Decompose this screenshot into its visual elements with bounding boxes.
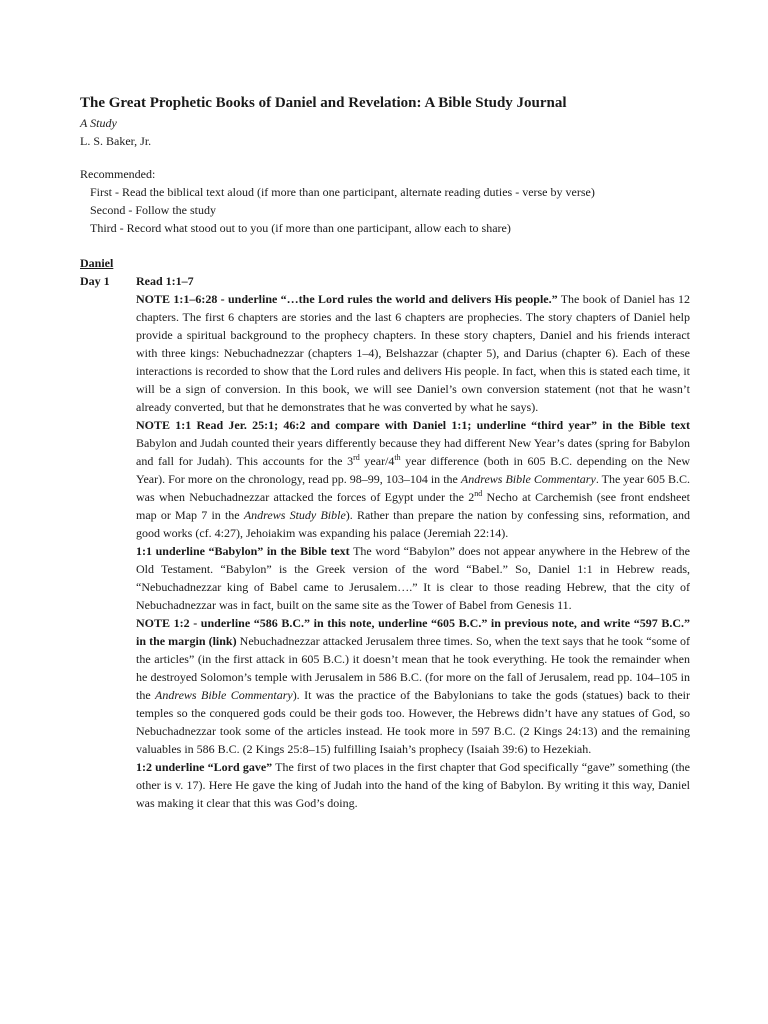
note-body: The first of two places in the first chapter that God specifically “gave” something (the other is v. 17). Here He gave the king of Judah into the hand of the king of Babylon. By writing it this way, Daniel was making it clear that this was God’s doing. <box>136 760 690 810</box>
recommended-heading: Recommended: <box>80 167 156 181</box>
document-title: The Great Prophetic Books of Daniel and Revelation: A Bible Study Journal <box>80 95 567 111</box>
book-reference: Andrews Bible Commentary <box>155 688 293 702</box>
note-heading: 1:1 underline “Babylon” in the Bible text <box>136 544 350 558</box>
note-body: The book of Daniel has 12 chapters. The first 6 chapters are stories and the last 6 chapters are prophecies. The story chapters of Daniel help provide a spiritual background to the prophecy chapters. In these story chapters, Daniel and his friends interact with three kings: Nebuchadnezzar (chapters 1–4), Belshazzar (chapter 5), and Darius (chapter 6). Each of these interactions is recorded to show that the Lord rules and delivers His people. In fact, when this is stated each time, it will be a sign of conversion. In this book, we will see Daniel’s own conversion statement (not that he wasn’t already converted, but that he demonstrates that he was converted by what he says). <box>136 292 690 414</box>
note-body: Necho at Carchemish (see front endsheet map or Map 7 in the <box>136 490 690 522</box>
book-reference: Andrews Bible Commentary <box>460 472 596 486</box>
note-heading: NOTE 1:1–6:28 - underline “…the Lord rules the world and delivers His people.” <box>136 292 558 306</box>
note-body: Nebuchadnezzar attacked Jerusalem three times. So, when the text says that he took “some of the articles” (in the first attack in 605 B.C.) it doesn’t mean that he took everything. He took the remainder when he destroyed Solomon’s temple with Jerusalem in 586 B.C. (for more on the fall of Jerusalem, read pp. 104–105 in the <box>136 634 690 702</box>
note-paragraph <box>136 614 690 758</box>
note-paragraph <box>136 758 690 812</box>
document-subtitle: A Study <box>80 116 117 130</box>
recommended-item-third: Third - Record what stood out to you (if more than one participant, allow each to share) <box>90 221 511 235</box>
day-label: Day 1 <box>80 274 110 288</box>
note-heading: NOTE 1:2 - underline “586 B.C.” in this note, underline “605 B.C.” in previous note, and write “597 B.C.” in the margin (link) <box>136 616 690 648</box>
book-reference: Andrews Study Bible <box>243 508 346 522</box>
section-heading: Daniel <box>80 256 114 270</box>
note-paragraph <box>136 290 690 416</box>
recommended-item-second: Second - Follow the study <box>90 203 216 217</box>
ordinal-suffix: nd <box>474 489 483 498</box>
day-row <box>80 272 690 290</box>
note-body: year/4 <box>359 454 395 468</box>
note-body: Babylon and Judah counted their years differently because they had different New Year’s dates (spring for Babylon and fall for Judah). This accounts for the 3 <box>136 436 690 468</box>
document-author: L. S. Baker, Jr. <box>80 134 152 148</box>
note-body: ). Rather than prepare the nation by confessing sins, reformation, and good works (cf. 4:27), Jehoiakim was expanding his palace (Jeremiah 22:14). <box>136 508 690 540</box>
note-body: . The year 605 B.C. was when Nebuchadnezzar attacked the forces of Egypt under the 2 <box>136 472 690 504</box>
note-heading: 1:2 underline “Lord gave” <box>136 760 273 774</box>
note-body: The word “Babylon” does not appear anywhere in the Hebrew of the Old Testament. “Babylon” is the Greek version of the word “Babel.” So, Daniel 1:1 in Hebrew reads, “Nebuchadnezzar king of Babel came to Jerusalem….” It is clear to those reading Hebrew, that the city of Nebuchadnezzar was in fact, built on the same site as the Tower of Babel from Genesis 11. <box>136 544 690 612</box>
note-body: ). It was the practice of the Babylonians to take the gods (statues) back to their temples so the conquered gods could be their gods too. However, the Hebrews didn’t have any statues of God, so Nebuchadnezzar took some of the articles instead. He took more in 597 B.C. (2 Kings 24:13) and the remaining valuables in 586 B.C. (2 Kings 25:8–15) fulfilling Isaiah’s prophecy (Isaiah 39:6) to Hezekiah. <box>136 688 690 756</box>
note-heading: NOTE 1:1 Read Jer. 25:1; 46:2 and compare with Daniel 1:1; underline “third year” in the Bible text <box>136 418 690 432</box>
document-page <box>80 92 690 812</box>
ordinal-suffix: th <box>394 453 401 462</box>
note-paragraph <box>136 416 690 542</box>
recommended-block <box>80 165 690 237</box>
ordinal-suffix: rd <box>353 453 360 462</box>
study-notes <box>136 290 690 812</box>
note-body: year difference (both in 605 B.C. depending on the New Year). For more on the chronology, read pp. 98–99, 103–104 in the <box>136 454 690 486</box>
note-paragraph <box>136 542 690 614</box>
day-reading: Read 1:1–7 <box>136 274 194 288</box>
recommended-item-first: First - Read the biblical text aloud (if more than one participant, alternate reading duties - verse by verse) <box>90 185 595 199</box>
